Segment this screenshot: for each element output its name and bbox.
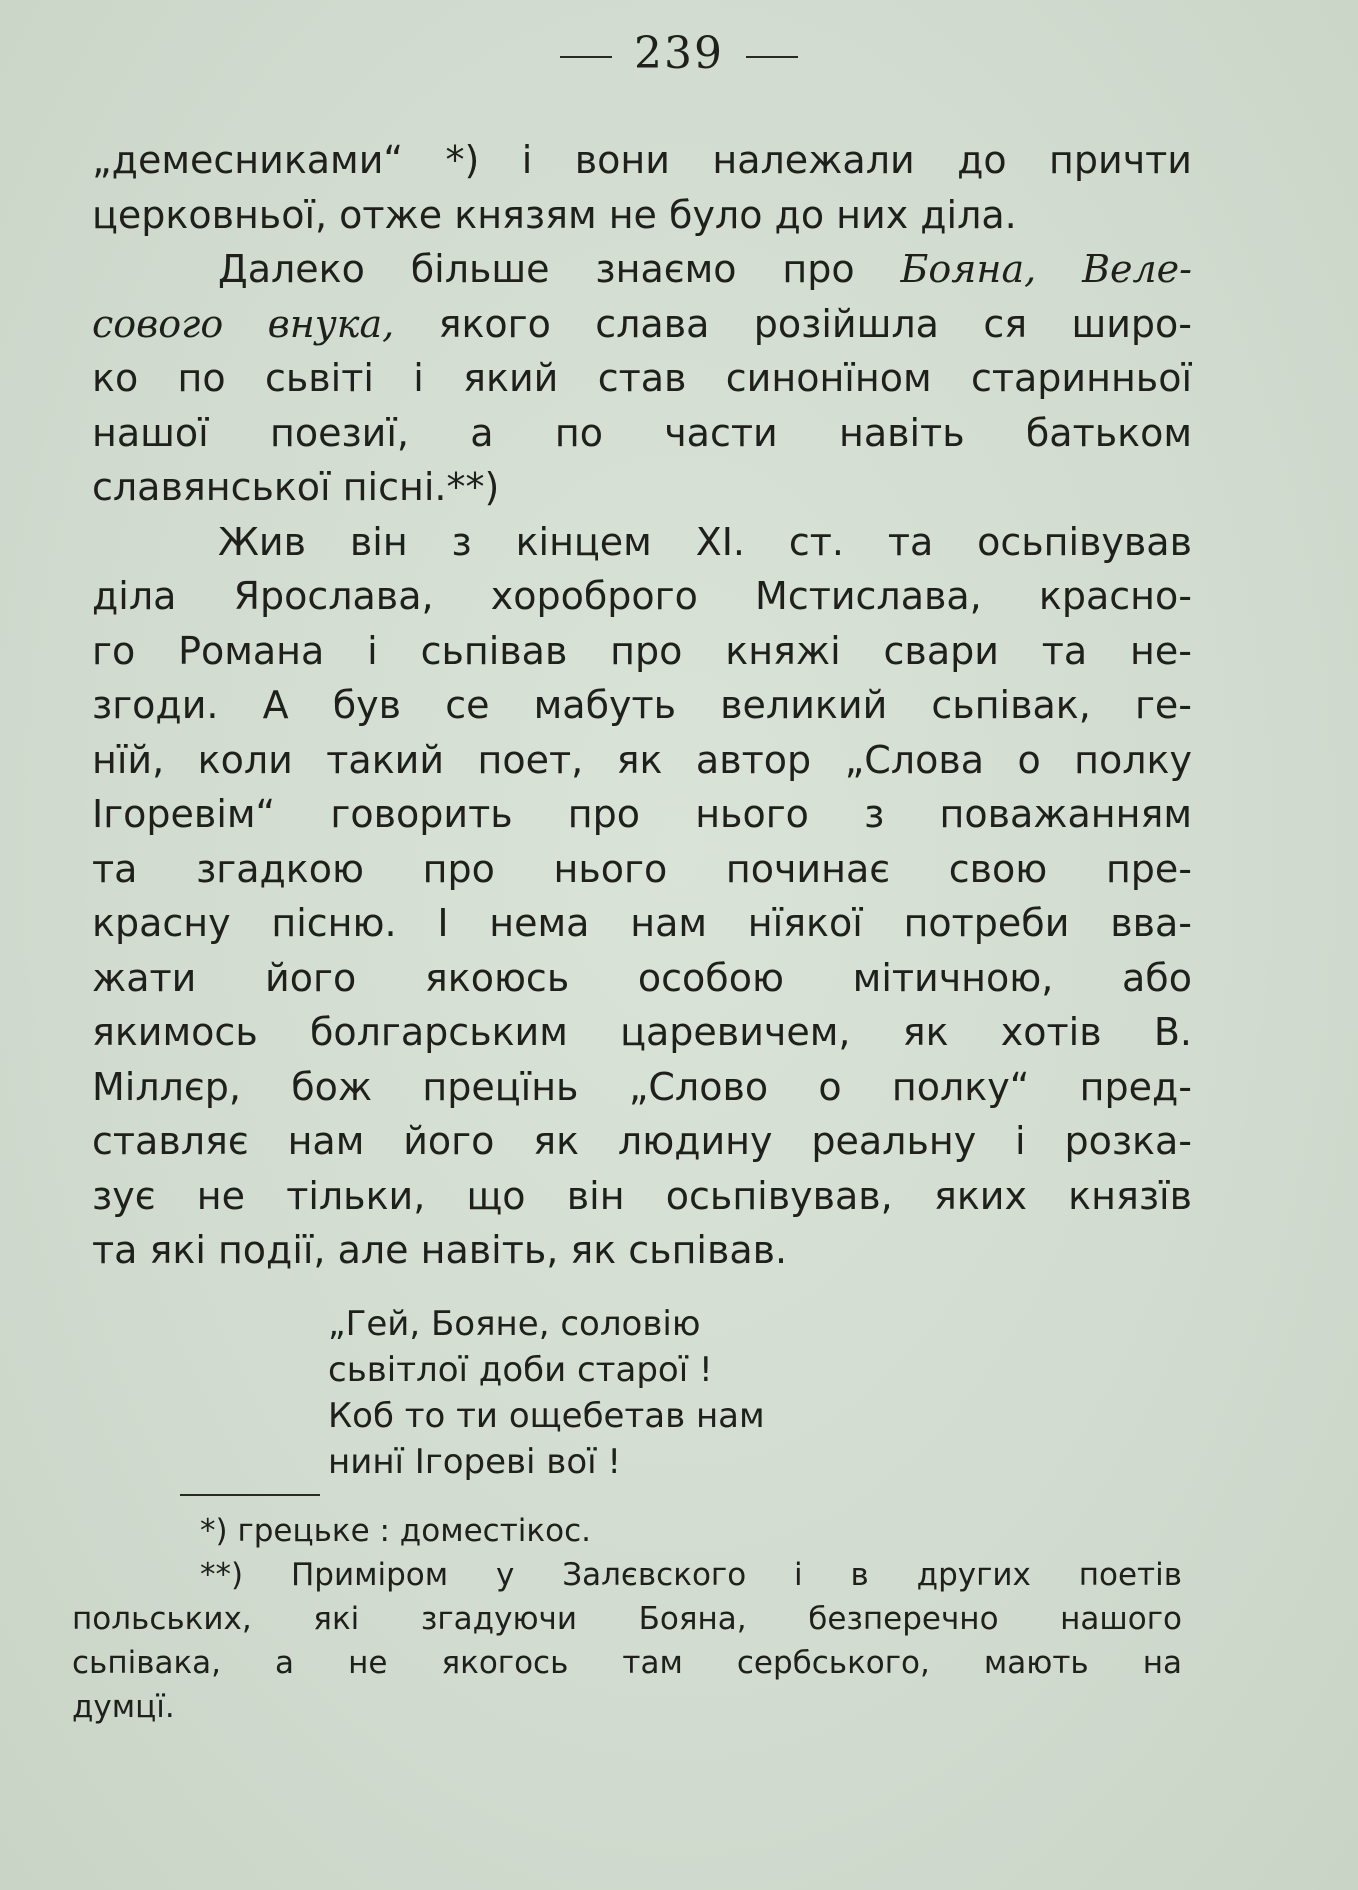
text-span: Далеко більше знаємо про	[218, 247, 901, 291]
text-line: якимось болгарським царевичем, як хотів В.	[92, 1010, 1192, 1054]
text-line: нїй, коли такий поет, як автор „Слова о полку	[92, 737, 1192, 782]
text-span: якого слава розійшла ся широ-	[394, 301, 1192, 346]
text-line: жати його якоюсь особою мітичною, або	[92, 955, 1192, 1000]
main-text	[92, 133, 1192, 1278]
page-header	[0, 28, 1358, 79]
text-line: го Романа і сьпівав про княжі свари та не-	[92, 628, 1192, 673]
paragraph-1	[92, 133, 1192, 242]
footnote-2-line: **) Приміром у Залєвского і в других поетів	[200, 1557, 1182, 1593]
text-line: згоди. А був се мабуть великий сьпівак, ге-	[92, 683, 1192, 727]
text-line: ставляє нам його як людину реальну і розка-	[92, 1119, 1192, 1163]
text-line: церковньої, отже князям не було до них діла.	[92, 192, 1017, 237]
verse-line: нинї Ігореві вої !	[328, 1442, 622, 1482]
text-line: красну пісню. І нема нам нїякої потреби вва-	[92, 901, 1192, 945]
paragraph-2	[92, 242, 1192, 515]
text-line: та які події, але навіть, як сьпівав.	[92, 1228, 788, 1272]
italic-name-boyan: Бояна, Веле-	[900, 247, 1192, 291]
footnote-2-line: думцї.	[72, 1689, 175, 1725]
left-dash	[560, 56, 612, 58]
italic-veles-grandson: сового внука,	[92, 301, 395, 346]
text-line: „демесниками“ *) і вони належали до причти	[92, 138, 1192, 182]
text-line: зує не тільки, що він осьпівував, яких князїв	[92, 1173, 1192, 1218]
verse-quote	[328, 1301, 888, 1485]
verse-line: сьвітлої доби старої !	[328, 1350, 713, 1390]
text-line: діла Ярослава, хороброго Мстислава, красно-	[92, 574, 1192, 618]
footnote-2-line: сьпівака, а не якогось там сербського, мають на	[72, 1645, 1182, 1681]
verse-line: „Гей, Бояне, соловію	[328, 1304, 701, 1344]
footnote-divider	[180, 1494, 320, 1496]
text-line: Жив він з кінцем XI. ст. та осьпівував	[218, 519, 1192, 564]
text-line: Міллєр, бож прецїнь „Слово о полку“ пред-	[92, 1064, 1192, 1109]
text-line: славянської пісні.**)	[92, 465, 500, 509]
text-line: нашої поезиї, а по части навіть батьком	[92, 410, 1192, 455]
footnotes	[72, 1509, 1182, 1729]
text-line: Ігоревім“ говорить про нього з поважанням	[92, 792, 1192, 836]
right-dash	[746, 56, 798, 58]
text-line	[92, 297, 1192, 352]
text-line	[92, 242, 1192, 297]
text-line: та згадкою про нього починає свою пре-	[92, 846, 1192, 891]
footnote-1: *) грецьке : доместікос.	[200, 1513, 591, 1549]
paragraph-3	[92, 515, 1192, 1278]
footnote-2-line: польських, які згадуючи Бояна, безперечно нашого	[72, 1601, 1182, 1637]
page-number: 239	[634, 28, 724, 79]
text-line: ко по сьвіті і який став синонїном старинньої	[92, 356, 1192, 400]
verse-line: Коб то ти ощебетав нам	[328, 1396, 765, 1436]
